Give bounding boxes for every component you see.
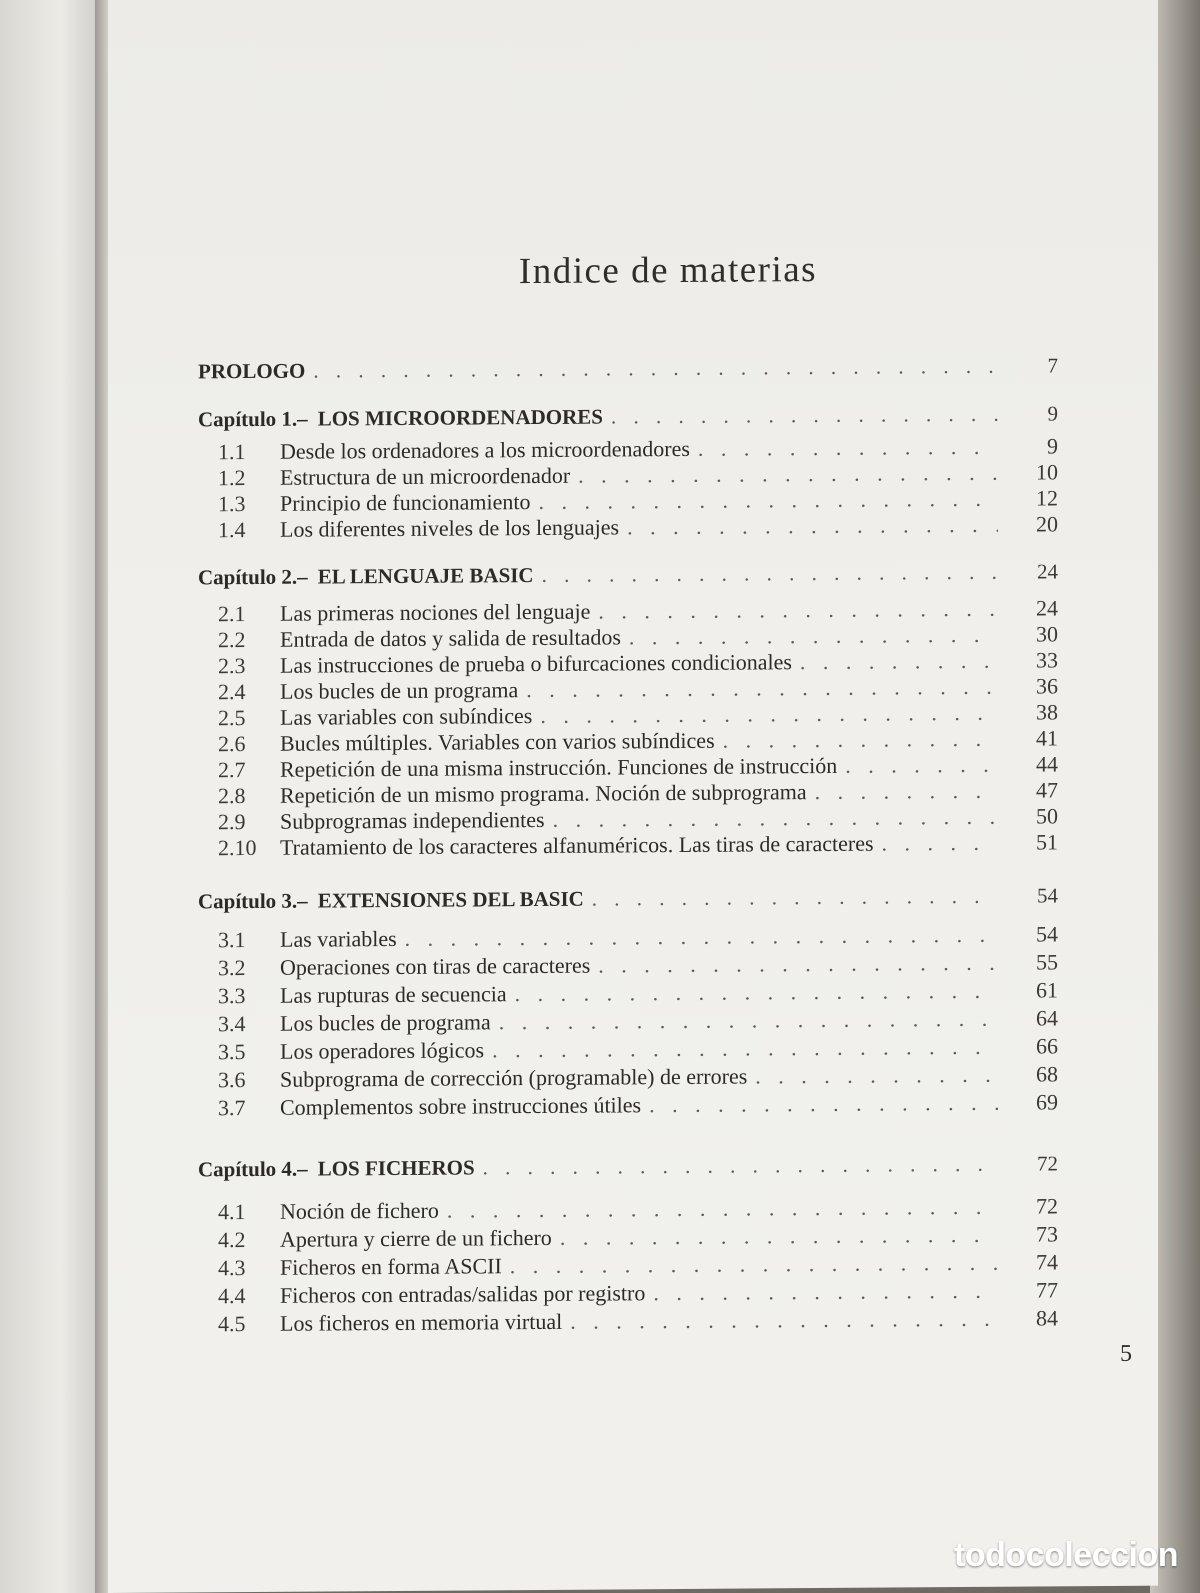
section-number: 1.1 (218, 439, 246, 465)
section-title: Subprograma de corrección (programable) de errores (280, 1063, 748, 1092)
dot-leader (405, 922, 998, 952)
section-title: Apertura y cierre de un fichero (280, 1224, 552, 1252)
chapter-title: LOS MICROORDENADORES (317, 404, 603, 431)
section-number: 3.5 (218, 1039, 246, 1065)
section-title: Los ficheros en memoria virtual (280, 1308, 563, 1336)
section-title: Las rupturas de secuencia (280, 981, 507, 1008)
section-number: 1.3 (218, 491, 246, 517)
dot-leader (698, 434, 998, 462)
toc-page-number: 74 (1036, 1249, 1058, 1275)
section-title: Los bucles de un programa (280, 677, 519, 704)
dot-leader (542, 560, 998, 588)
toc-page-number: 51 (1036, 829, 1058, 855)
section-number: 2.6 (218, 731, 246, 757)
dot-leader (649, 1090, 998, 1118)
dot-leader (627, 512, 998, 541)
toc-page-number: 50 (1036, 803, 1058, 829)
dot-leader (492, 1034, 998, 1064)
toc-page-number: 69 (1036, 1089, 1058, 1115)
toc-section-row (218, 511, 1058, 543)
dot-leader (598, 950, 998, 979)
section-number: 2.2 (218, 627, 246, 653)
toc-section-row (218, 1005, 1058, 1037)
toc-section-row (218, 977, 1058, 1009)
section-number: 3.2 (218, 955, 246, 981)
toc-section-row (218, 921, 1058, 953)
watermark-logo (954, 1536, 1178, 1575)
toc-page-number: 41 (1036, 725, 1058, 751)
dot-leader (845, 752, 998, 779)
dot-leader (592, 884, 998, 912)
section-number: 3.7 (218, 1095, 246, 1121)
toc-page-number: 55 (1036, 949, 1058, 975)
dot-leader (598, 596, 998, 625)
toc-chapter-row (198, 353, 1058, 384)
dot-leader (882, 830, 998, 857)
section-number: 3.6 (218, 1067, 246, 1093)
section-title: Tratamiento de los caracteres alfanuméricos. Las tiras de caracteres (280, 830, 874, 860)
toc-chapter-row (198, 401, 1058, 432)
toc-section-row (218, 1221, 1058, 1253)
watermark-text: todocoleccion (954, 1536, 1178, 1574)
section-title: Las variables (280, 925, 397, 952)
section-number: 1.4 (218, 517, 246, 543)
chapter-prefix: Capítulo 2.– (198, 564, 308, 590)
section-title: Los operadores lógicos (280, 1037, 485, 1064)
section-title: Noción de fichero (280, 1197, 439, 1224)
book-page (108, 0, 1158, 1593)
toc-page-number: 20 (1036, 511, 1058, 537)
dot-leader (578, 460, 998, 489)
section-number: 2.4 (218, 679, 246, 705)
chapter-title: EL LENGUAJE BASIC (317, 563, 534, 589)
toc-section-row (218, 1089, 1058, 1121)
toc-page-number: 9 (1047, 401, 1058, 426)
dot-leader (800, 648, 998, 675)
dot-leader (560, 1222, 998, 1251)
section-title: Ficheros en forma ASCII (280, 1253, 502, 1280)
dot-leader (540, 700, 998, 729)
section-number: 2.10 (218, 834, 257, 861)
chapter-title: LOS FICHEROS (317, 1155, 475, 1181)
section-title: Complementos sobre instrucciones útiles (280, 1092, 642, 1120)
section-title: Estructura de un microordenador (280, 462, 571, 490)
toc-chapter-row (198, 559, 1058, 590)
section-number: 4.2 (218, 1227, 246, 1253)
toc-page-number: 24 (1037, 559, 1058, 584)
toc-section-row (218, 949, 1058, 981)
page-title: Indice de materias (518, 249, 818, 293)
section-title: Las variables con subíndices (280, 703, 533, 730)
section-title: Bucles múltiples. Variables con varios subíndices (280, 727, 715, 756)
section-title: Subprogramas independientes (280, 806, 545, 834)
section-title: Entrada de datos y salida de resultados (280, 624, 621, 652)
table-of-contents (198, 353, 1078, 1337)
chapter-prefix: Capítulo 3.– (198, 888, 308, 914)
toc-page-number: 7 (1047, 353, 1058, 378)
dot-leader (515, 978, 998, 1007)
dot-leader (447, 1194, 998, 1224)
left-page (0, 0, 100, 1593)
dot-leader (483, 1152, 998, 1181)
toc-page-number: 12 (1036, 485, 1058, 511)
section-title: Los diferentes niveles de los lenguajes (280, 514, 620, 542)
chapter-prefix: Capítulo 4.– (198, 1156, 308, 1182)
section-number: 4.4 (218, 1283, 246, 1309)
dot-leader (499, 1006, 998, 1035)
section-title: Principio de funcionamiento (280, 489, 531, 516)
section-number: 3.3 (218, 983, 246, 1009)
toc-page-number: 72 (1037, 1151, 1058, 1176)
dot-leader (570, 1306, 998, 1335)
section-number: 2.1 (218, 601, 246, 627)
toc-section-row (218, 1277, 1058, 1309)
section-title: Operaciones con tiras de caracteres (280, 952, 591, 980)
toc-page-number: 38 (1036, 699, 1058, 725)
dot-leader (510, 1250, 998, 1279)
section-number: 4.3 (218, 1255, 246, 1281)
toc-page-number: 72 (1036, 1193, 1058, 1219)
toc-page-number: 77 (1036, 1277, 1058, 1303)
toc-page-number: 64 (1036, 1005, 1058, 1031)
toc-page-number: 36 (1036, 673, 1058, 699)
section-number: 3.1 (218, 927, 246, 953)
dot-leader (629, 622, 998, 651)
section-title: Las primeras nociones del lenguaje (280, 598, 591, 626)
section-title: Ficheros con entradas/salidas por registro (280, 1280, 646, 1308)
toc-page-number: 44 (1036, 751, 1058, 777)
toc-page-number: 24 (1036, 595, 1058, 621)
dot-leader (539, 486, 999, 515)
toc-page-number: 10 (1036, 459, 1058, 485)
section-number: 3.4 (218, 1011, 246, 1037)
section-title: Los bucles de programa (280, 1009, 491, 1036)
section-number: 1.2 (218, 465, 246, 491)
dot-leader (526, 674, 998, 703)
page-number: 5 (1120, 1340, 1132, 1367)
chapter-title: EXTENSIONES DEL BASIC (317, 886, 584, 913)
toc-section-row (218, 1305, 1058, 1337)
dot-leader (611, 402, 998, 430)
section-number: 2.8 (218, 783, 246, 809)
toc-section-row (218, 1193, 1058, 1225)
toc-chapter-row (198, 1151, 1058, 1182)
toc-page-number: 61 (1036, 977, 1058, 1003)
toc-page-number: 47 (1036, 777, 1058, 803)
toc-page-number: 84 (1036, 1305, 1058, 1331)
toc-page-number: 33 (1036, 647, 1058, 673)
dot-leader (653, 1278, 998, 1306)
toc-section-row (218, 1061, 1058, 1093)
section-number: 2.3 (218, 653, 246, 679)
toc-page-number: 68 (1036, 1061, 1058, 1087)
chapter-title: PROLOGO (198, 358, 306, 384)
toc-page-number: 54 (1036, 921, 1058, 947)
toc-section-row (218, 1249, 1058, 1281)
toc-page-number: 30 (1036, 621, 1058, 647)
section-title: Las instrucciones de prueba o bifurcaciones condicionales (280, 649, 792, 678)
toc-section-row (218, 1033, 1058, 1065)
chapter-prefix: Capítulo 1.– (198, 406, 308, 432)
section-number: 2.5 (218, 705, 246, 731)
dot-leader (815, 778, 998, 805)
dot-leader (755, 1062, 998, 1090)
toc-page-number: 73 (1036, 1221, 1058, 1247)
toc-section-row (218, 829, 1058, 861)
dot-leader (313, 354, 998, 384)
dot-leader (723, 726, 998, 754)
toc-page-number: 54 (1037, 883, 1058, 908)
toc-chapter-row (198, 883, 1058, 914)
section-number: 4.1 (218, 1199, 246, 1225)
section-number: 2.7 (218, 757, 246, 783)
toc-page-number: 9 (1047, 433, 1058, 459)
dot-leader (553, 804, 998, 833)
section-number: 4.5 (218, 1311, 246, 1337)
section-title: Repetición de un mismo programa. Noción de subprograma (280, 779, 807, 808)
toc-page-number: 66 (1036, 1033, 1058, 1059)
section-number: 2.9 (218, 809, 246, 835)
section-title: Desde los ordenadores a los microordenadores (280, 435, 690, 464)
section-title: Repetición de una misma instrucción. Funciones de instrucción (280, 752, 838, 782)
